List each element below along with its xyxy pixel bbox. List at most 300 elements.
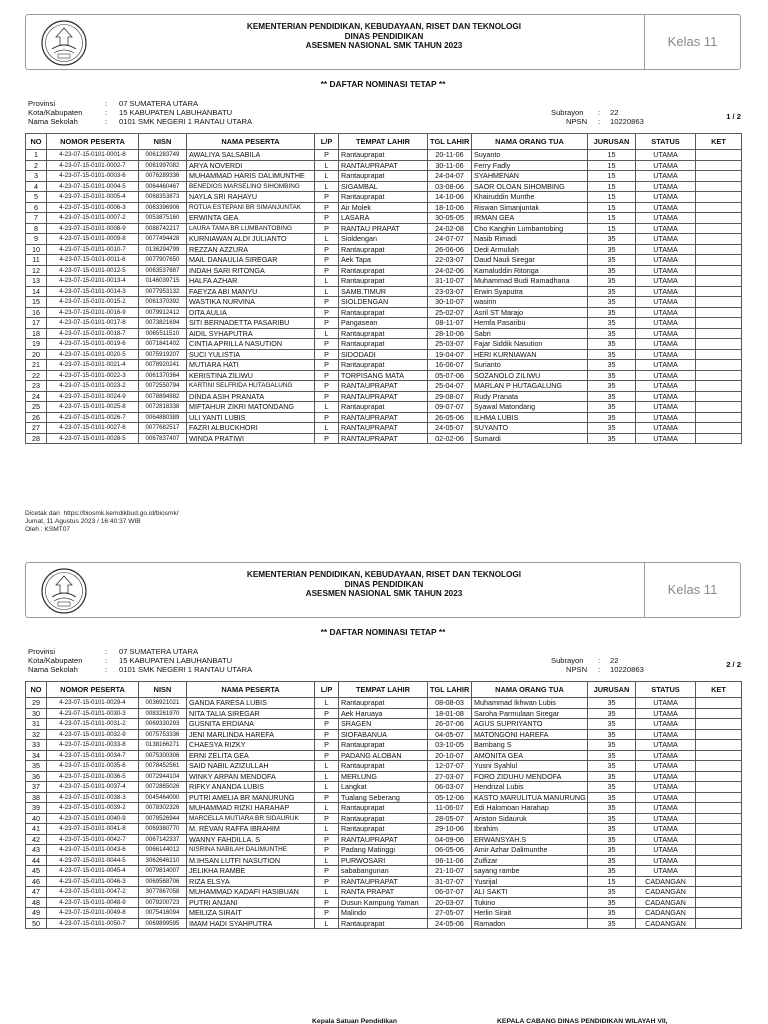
cell-status: UTAMA [636,171,696,182]
cell-note [696,223,742,234]
cell-gender: P [315,318,339,329]
cell-participant-number: 4-23-07-15-0101-0017-8 [47,318,139,329]
cell-no: 38 [26,792,47,803]
cell-participant-number: 4-23-07-15-0101-0022-3 [47,370,139,381]
cell-gender: L [315,918,339,929]
cell-gender: P [315,213,339,224]
table-row [26,803,742,814]
table-row [26,866,742,877]
cell-status: UTAMA [636,307,696,318]
cell-major: 35 [588,370,636,381]
cell-birth-date: 11-06-07 [428,803,472,814]
cell-parent-name: Saroha Parmulaan Siregar [472,708,588,719]
cell-gender: L [315,824,339,835]
cell-note [696,433,742,444]
cell-gender: P [315,750,339,761]
cell-participant-number: 4-23-07-15-0101-0050-7 [47,918,139,929]
cell-birth-date: 08-11-07 [428,318,472,329]
cell-birth-date: 27-05-07 [428,908,472,919]
list-title: ** DAFTAR NOMINASI TETAP ** [320,79,446,89]
school-value: 0101 SMK NEGERI 1 RANTAU UTARA [119,665,253,674]
cell-gender: P [315,370,339,381]
cell-participant-name: WINDA PRATIWI [187,433,315,444]
cell-nisn: 0078526944 [139,813,187,824]
cell-major: 35 [588,307,636,318]
cell-parent-name: ERWANSYAH.S [472,834,588,845]
table-row [26,782,742,793]
page-number: 1 / 2 [726,112,741,121]
cell-parent-name: Fajar Siddik Nasution [472,339,588,350]
cell-status: UTAMA [636,708,696,719]
table-row [26,412,742,423]
cell-birth-date: 12-07-07 [428,761,472,772]
table-row [26,708,742,719]
cell-participant-name: AIDIL SYHAPUTRA [187,328,315,339]
cell-participant-name: MIFTAHUR ZIKRI MATONDANG [187,402,315,413]
cell-participant-name: KURNIAWAN ALDI JULIANTO [187,234,315,245]
column-header-status: STATUS [636,134,696,150]
cell-note [696,740,742,751]
table-row [26,887,742,898]
cell-no: 48 [26,897,47,908]
cell-birth-place: TORPISANG MATA [339,370,428,381]
cell-gender: P [315,412,339,423]
cell-status: UTAMA [636,234,696,245]
cell-major: 35 [588,740,636,751]
cell-birth-place: SIGAMBAL [339,181,428,192]
cell-no: 33 [26,740,47,751]
signature-principal: Kepala Satuan Pendidikan [312,1018,397,1024]
cell-participant-number: 4-23-07-15-0101-0041-8 [47,824,139,835]
cell-birth-date: 06-07-07 [428,887,472,898]
table-row [26,750,742,761]
cell-status: UTAMA [636,160,696,171]
cell-nisn: 0073821694 [139,318,187,329]
table-row [26,213,742,224]
cell-birth-date: 24-07-07 [428,234,472,245]
cell-gender: L [315,803,339,814]
cell-status: UTAMA [636,223,696,234]
cell-gender: P [315,255,339,266]
column-header-no: NO [26,134,47,150]
cell-major: 35 [588,908,636,919]
cell-participant-name: WANNY FAHDILLA. S [187,834,315,845]
cell-gender: P [315,897,339,908]
cell-participant-number: 4-23-07-15-0101-0037-4 [47,782,139,793]
cell-birth-place: RANTAUPRAPAT [339,876,428,887]
cell-major: 35 [588,887,636,898]
cell-participant-name: NITA TALIA SIREGAR [187,708,315,719]
cell-status: UTAMA [636,265,696,276]
cell-no: 41 [26,824,47,835]
table-row [26,160,742,171]
city-value: 15 KABUPATEN LABUHANBATU [119,108,233,117]
table-row [26,307,742,318]
cell-participant-number: 4-23-07-15-0101-0009-8 [47,234,139,245]
cell-major: 35 [588,782,636,793]
cell-gender: P [315,307,339,318]
cell-participant-name: NISRINA NABILAH DALIMUNTHE [187,845,315,856]
cell-note [696,897,742,908]
table-row [26,360,742,371]
cell-participant-name: MAIL DANAULIA SIREGAR [187,255,315,266]
cell-gender: L [315,423,339,434]
cell-note [696,234,742,245]
table-row [26,729,742,740]
cell-major: 35 [588,750,636,761]
cell-note [696,307,742,318]
cell-status: UTAMA [636,761,696,772]
printed-label: Dicetak dari [25,510,60,517]
cell-participant-number: 4-23-07-15-0101-0049-8 [47,908,139,919]
cell-major: 35 [588,391,636,402]
table-row [26,339,742,350]
cell-nisn: 0066144012 [139,845,187,856]
cell-nisn: 0146039715 [139,276,187,287]
cell-participant-number: 4-23-07-15-0101-0036-5 [47,771,139,782]
cell-parent-name: Sabri [472,328,588,339]
cell-gender: P [315,433,339,444]
cell-participant-number: 4-23-07-15-0101-0024-9 [47,391,139,402]
cell-gender: P [315,908,339,919]
cell-participant-name: KARTINI SELFRIDA HUTAGALUNG [187,381,315,392]
cell-gender: L [315,402,339,413]
cell-participant-name: RIZA ELSYA [187,876,315,887]
cell-birth-place: Pangasean [339,318,428,329]
cell-major: 35 [588,792,636,803]
printed-by: Oleh : KSMT07 [25,526,71,533]
cell-nisn: 0079814007 [139,866,187,877]
npsn-value: 10220863 [610,665,644,674]
cell-birth-place: PADANG ALOBAN [339,750,428,761]
header-box [25,562,741,618]
cell-birth-date: 28-10-06 [428,328,472,339]
cell-gender: L [315,286,339,297]
cell-gender: L [315,328,339,339]
cell-no: 29 [26,698,47,709]
cell-participant-number: 4-23-07-15-0101-0016-9 [47,307,139,318]
cell-no: 11 [26,255,47,266]
cell-note [696,855,742,866]
cell-gender: P [315,202,339,213]
cell-status: UTAMA [636,339,696,350]
cell-parent-name: Yusrijal [472,876,588,887]
table-row [26,423,742,434]
cell-birth-date: 25-03-07 [428,339,472,350]
table-row [26,181,742,192]
cell-major: 15 [588,171,636,182]
cell-participant-number: 4-23-07-15-0101-0025-8 [47,402,139,413]
cell-nisn: 0072944104 [139,771,187,782]
cell-status: UTAMA [636,297,696,308]
cell-participant-number: 4-23-07-15-0101-0003-6 [47,171,139,182]
cell-participant-name: MARCELLA MUTIARA BR SIDAURUK [187,813,315,824]
cell-status: UTAMA [636,845,696,856]
cell-birth-date: 09-07-07 [428,402,472,413]
cell-status: UTAMA [636,412,696,423]
cell-parent-name: SAOR OLOAN SIHOMBING [472,181,588,192]
cell-status: UTAMA [636,750,696,761]
subrayon-label: Subrayon [551,656,584,665]
cell-status: UTAMA [636,698,696,709]
cell-nisn: 0065511510 [139,328,187,339]
cell-gender: P [315,740,339,751]
cell-birth-date: 05-07-06 [428,370,472,381]
cell-birth-place: Rantauprapat [339,918,428,929]
cell-participant-name: SUCI YULISTIA [187,349,315,360]
cell-participant-number: 4-23-07-15-0101-0004-5 [47,181,139,192]
cell-participant-number: 4-23-07-15-0101-0002-7 [47,160,139,171]
cell-parent-name: Muhammad Ikhwan Lubis [472,698,588,709]
cell-birth-date: 20-11-06 [428,150,472,161]
cell-status: UTAMA [636,318,696,329]
cell-birth-date: 06-05-06 [428,845,472,856]
cell-parent-name: AGUS SUPRIYANTO [472,719,588,730]
cell-note [696,150,742,161]
column-header-participant-name: NAMA PESERTA [187,682,315,698]
cell-birth-date: 04-05-07 [428,729,472,740]
colon: : [598,108,601,117]
cell-no: 23 [26,381,47,392]
table-row [26,349,742,360]
cell-note [696,297,742,308]
cell-nisn: 0072818338 [139,402,187,413]
cell-gender: L [315,761,339,772]
cell-participant-number: 4-23-07-15-0101-0012-5 [47,265,139,276]
cell-birth-place: Rantauprapat [339,171,428,182]
cell-no: 27 [26,423,47,434]
cell-birth-date: 26-05-06 [428,412,472,423]
cell-participant-name: MUHAMMAD RIZKI HARAHAP [187,803,315,814]
cell-birth-place: Rantauprapat [339,150,428,161]
cell-nisn: 0072865026 [139,782,187,793]
cell-gender: L [315,855,339,866]
cell-major: 35 [588,708,636,719]
cell-no: 2 [26,160,47,171]
cell-major: 15 [588,181,636,192]
column-header-nisn: NISN [139,134,187,150]
cell-participant-name: NAYLA SRI RAHAYU [187,192,315,203]
cell-parent-name: sayang rambe [472,866,588,877]
cell-birth-date: 30-10-07 [428,297,472,308]
cell-parent-name: Rudy Pranata [472,391,588,402]
table-row [26,719,742,730]
cell-note [696,318,742,329]
cell-participant-number: 4-23-07-15-0101-0030-3 [47,708,139,719]
cell-parent-name: Ariston Sidauruk [472,813,588,824]
participants-table-1 [25,133,742,444]
cell-participant-name: JENI MARLINDA HAREFA [187,729,315,740]
cell-status: CADANGAN [636,918,696,929]
table-row [26,855,742,866]
cell-note [696,729,742,740]
cell-participant-name: INDAH SARI RITONGA [187,265,315,276]
cell-birth-place: sababangunan [339,866,428,877]
cell-status: UTAMA [636,423,696,434]
cell-participant-name: SITI BERNADETTA PASARIBU [187,318,315,329]
cell-major: 35 [588,897,636,908]
cell-status: UTAMA [636,255,696,266]
cell-participant-name: BENEDIOS MARSELINO SIHOMBING [187,181,315,192]
cell-gender: P [315,729,339,740]
cell-no: 25 [26,402,47,413]
cell-no: 19 [26,339,47,350]
table-row [26,876,742,887]
cell-no: 42 [26,834,47,845]
cell-parent-name: Cho Kanghin Lumbantobing [472,223,588,234]
cell-birth-date: 24-04-07 [428,171,472,182]
cell-nisn: 0069899595 [139,918,187,929]
cell-gender: P [315,150,339,161]
cell-nisn: 0088742217 [139,223,187,234]
cell-no: 43 [26,845,47,856]
table-row [26,433,742,444]
cell-birth-place: Rantauprapat [339,824,428,835]
cell-note [696,824,742,835]
cell-status: UTAMA [636,349,696,360]
cell-birth-place: Malindo [339,908,428,919]
column-header-birth-place: TEMPAT LAHIR [339,134,428,150]
cell-status: UTAMA [636,719,696,730]
cell-gender: P [315,813,339,824]
cell-no: 28 [26,433,47,444]
cell-gender: L [315,160,339,171]
cell-note [696,698,742,709]
column-header-gender: L/P [315,682,339,698]
cell-major: 35 [588,761,636,772]
class-label: Kelas 11 [644,563,740,617]
colon: : [598,665,601,674]
cell-gender: P [315,360,339,371]
column-header-participant-number: NOMOR PESERTA [47,134,139,150]
cell-parent-name: KASTO MARULITUA MANURUNG [472,792,588,803]
cell-no: 8 [26,223,47,234]
cell-gender: P [315,223,339,234]
table-header [26,682,742,698]
cell-birth-date: 25-04-07 [428,381,472,392]
table-row [26,265,742,276]
cell-no: 5 [26,192,47,203]
cell-participant-number: 4-23-07-15-0101-0031-2 [47,719,139,730]
cell-major: 35 [588,729,636,740]
office-name: DINAS PENDIDIKAN [344,579,424,589]
cell-participant-name: AWALIYA SALSABILA [187,150,315,161]
cell-birth-date: 26-07-06 [428,719,472,730]
header-title [156,570,612,599]
cell-no: 32 [26,729,47,740]
cell-birth-date: 29-08-07 [428,391,472,402]
cell-birth-place: Rantauprapat [339,265,428,276]
cell-no: 6 [26,202,47,213]
cell-gender: L [315,276,339,287]
header-title [156,22,612,51]
cell-birth-date: 04-09-06 [428,834,472,845]
cell-nisn: 0069380770 [139,824,187,835]
cell-major: 35 [588,866,636,877]
column-header-status: STATUS [636,682,696,698]
column-header-nisn: NISN [139,682,187,698]
cell-status: UTAMA [636,855,696,866]
cell-gender: P [315,792,339,803]
cell-nisn: 0063396906 [139,202,187,213]
cell-birth-place: Aek Haruaya [339,708,428,719]
cell-major: 35 [588,845,636,856]
cell-nisn: 0068353873 [139,192,187,203]
column-header-birth-date: TGL LAHIR [428,134,472,150]
cell-status: UTAMA [636,286,696,297]
cell-no: 17 [26,318,47,329]
cell-birth-place: RANTA PRAPAT [339,887,428,898]
cell-no: 50 [26,918,47,929]
cell-no: 21 [26,360,47,371]
cell-participant-number: 4-23-07-15-0101-0010-7 [47,244,139,255]
cell-parent-name: Ramadon [472,918,588,929]
cell-no: 10 [26,244,47,255]
cell-nisn: 0064460467 [139,181,187,192]
cell-birth-place: Rantauprapat [339,192,428,203]
table-row [26,402,742,413]
cell-parent-name: Hendrizal Lubis [472,782,588,793]
colon: : [105,108,108,117]
cell-birth-place: Rantauprapat [339,307,428,318]
print-info [25,510,179,534]
cell-note [696,750,742,761]
cell-status: UTAMA [636,370,696,381]
cell-nisn: 0077953132 [139,286,187,297]
cell-nisn: 0075753336 [139,729,187,740]
cell-participant-name: GANDA FARESA LUBIS [187,698,315,709]
header-box [25,14,741,70]
column-header-note: KET [696,682,742,698]
cell-participant-name: FAZRI ALBUCKHORI [187,423,315,434]
cell-note [696,276,742,287]
cell-participant-number: 4-23-07-15-0101-0019-6 [47,339,139,350]
cell-participant-number: 4-23-07-15-0101-0021-4 [47,360,139,371]
cell-no: 44 [26,855,47,866]
cell-note [696,391,742,402]
cell-gender: L [315,234,339,245]
cell-nisn: 0077682517 [139,423,187,434]
cell-note [696,866,742,877]
cell-birth-place: SAMB.TIMUR [339,286,428,297]
cell-major: 35 [588,834,636,845]
cell-nisn: 0061283749 [139,150,187,161]
cell-note [696,771,742,782]
table-row [26,192,742,203]
cell-parent-name: Khairuddin Munthe [472,192,588,203]
cell-birth-place: Rantauprapat [339,328,428,339]
cell-nisn: 0063537687 [139,265,187,276]
cell-no: 49 [26,908,47,919]
cell-nisn: 0075416094 [139,908,187,919]
cell-note [696,213,742,224]
cell-birth-place: RANTAUPRAPAT [339,423,428,434]
province-label: Provinsi [28,647,56,656]
cell-no: 24 [26,391,47,402]
cell-participant-number: 4-23-07-15-0101-0043-6 [47,845,139,856]
table-row [26,297,742,308]
cell-note [696,412,742,423]
school-info [25,99,741,133]
cell-no: 26 [26,412,47,423]
cell-parent-name: SUYANTO [472,423,588,434]
cell-parent-name: Amir Azhar Dalimunthe [472,845,588,856]
cell-birth-place: Air Molek [339,202,428,213]
cell-birth-place: RANTAUPRAPAT [339,412,428,423]
column-header-birth-date: TGL LAHIR [428,682,472,698]
column-header-participant-number: NOMOR PESERTA [47,682,139,698]
cell-major: 35 [588,339,636,350]
